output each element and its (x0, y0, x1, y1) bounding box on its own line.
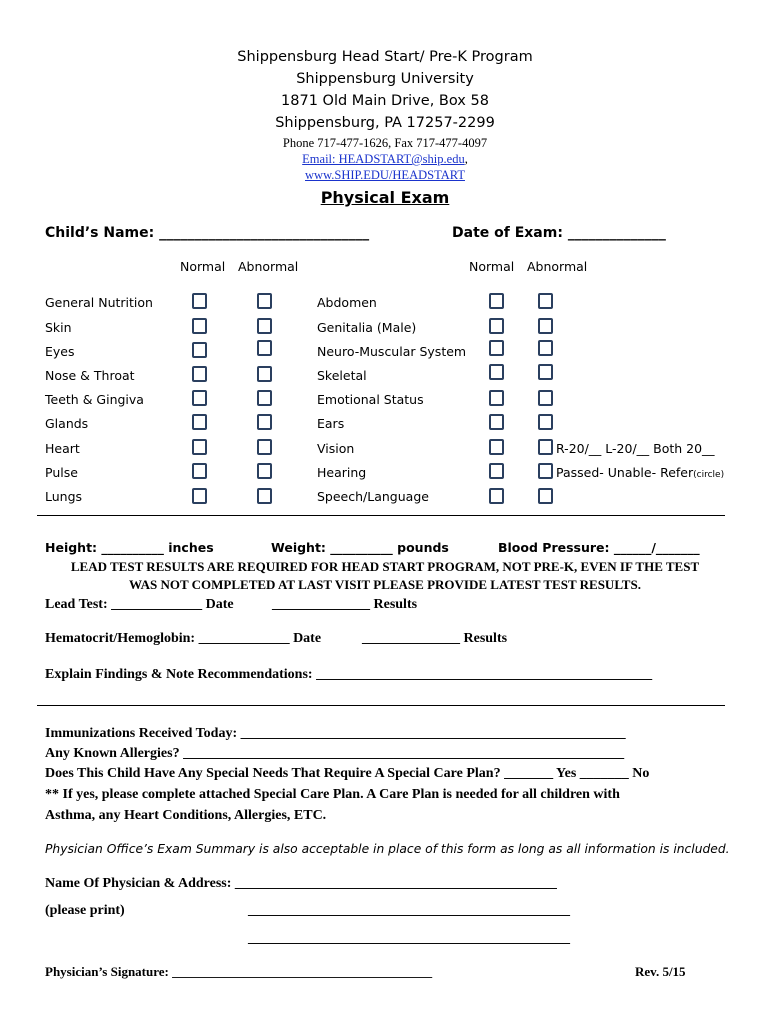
physician-name-field[interactable]: Name Of Physician & Address: ______________________________________________ (45, 876, 557, 891)
item-lungs: Lungs (45, 489, 83, 504)
checkbox-hearing-normal[interactable] (489, 463, 504, 479)
physician-address-line-2[interactable]: ______________________________________________ (248, 903, 570, 918)
item-emotional-status: Emotional Status (317, 392, 424, 407)
date-of-exam-field[interactable]: Date of Exam: ______________ (452, 225, 666, 241)
item-eyes: Eyes (45, 344, 75, 359)
weight-field[interactable]: Weight: __________ pounds (271, 540, 449, 555)
address-line-2: Shippensburg, PA 17257-2299 (275, 115, 495, 131)
checkbox-teeth-gingiva-abnormal[interactable] (257, 390, 272, 406)
item-nose-throat: Nose & Throat (45, 368, 135, 383)
item-pulse: Pulse (45, 465, 78, 480)
checkbox-genitalia-normal[interactable] (489, 318, 504, 334)
checkbox-skin-normal[interactable] (192, 318, 207, 334)
lead-test-field[interactable]: Lead Test: _____________ Date (45, 597, 234, 612)
form-title: Physical Exam (320, 188, 450, 207)
hematocrit-results-field[interactable]: ______________ Results (362, 631, 508, 646)
email-comma: , (464, 152, 468, 166)
right-normal-header: Normal (469, 259, 515, 274)
item-ears: Ears (317, 416, 345, 431)
hearing-options: Passed- Unable- Refer (556, 465, 694, 480)
checkbox-pulse-abnormal[interactable] (257, 463, 272, 479)
lead-notice-line-1: LEAD TEST RESULTS ARE REQUIRED FOR HEAD START PROGRAM, NOT PRE-K, EVEN IF THE TEST (70, 559, 700, 574)
checkbox-neuro-muscular-abnormal[interactable] (538, 340, 553, 356)
allergies-field[interactable]: Any Known Allergies? _______________________________________________________________ (45, 746, 625, 761)
item-skeletal: Skeletal (317, 368, 367, 383)
height-field[interactable]: Height: __________ inches (45, 540, 214, 555)
item-neuro-muscular: Neuro-Muscular System (317, 344, 467, 359)
right-abnormal-header: Abnormal (527, 259, 588, 274)
item-vision: Vision (317, 441, 355, 456)
checkbox-teeth-gingiva-normal[interactable] (192, 390, 207, 406)
program-name: Shippensburg Head Start/ Pre-K Program (237, 49, 533, 65)
website-link[interactable]: www.SHIP.EDU/HEADSTART (305, 168, 465, 182)
checkbox-ears-abnormal[interactable] (538, 414, 553, 430)
hematocrit-field[interactable]: Hematocrit/Hemoglobin: _____________ Date (45, 631, 322, 646)
item-general-nutrition: General Nutrition (45, 295, 153, 310)
revision-label: Rev. 5/15 (635, 964, 686, 979)
item-glands: Glands (45, 416, 89, 431)
checkbox-neuro-muscular-normal[interactable] (489, 340, 504, 356)
care-plan-note-1: ** If yes, please complete attached Special Care Plan. A Care Plan is needed for all children with (45, 787, 620, 802)
divider-2 (37, 705, 725, 706)
checkbox-nose-throat-abnormal[interactable] (257, 366, 272, 382)
divider-1 (37, 515, 725, 516)
checkbox-vision-normal[interactable] (489, 439, 504, 455)
email-line (0, 152, 770, 167)
item-heart: Heart (45, 441, 80, 456)
left-normal-header: Normal (180, 259, 226, 274)
checkbox-heart-abnormal[interactable] (257, 439, 272, 455)
item-abdomen: Abdomen (317, 295, 377, 310)
checkbox-glands-abnormal[interactable] (257, 414, 272, 430)
checkbox-abdomen-normal[interactable] (489, 293, 504, 309)
checkbox-lungs-abnormal[interactable] (257, 488, 272, 504)
checkbox-emotional-status-normal[interactable] (489, 390, 504, 406)
checkbox-hearing-abnormal[interactable] (538, 463, 553, 479)
email-link[interactable]: Email: HEADSTART@ship.edu (302, 152, 465, 166)
checkbox-skeletal-normal[interactable] (489, 364, 504, 380)
checkbox-abdomen-abnormal[interactable] (538, 293, 553, 309)
physician-signature-field[interactable]: Physician’s Signature: ________________________________________ (45, 964, 433, 979)
checkbox-genitalia-abnormal[interactable] (538, 318, 553, 334)
checkbox-speech-language-abnormal[interactable] (538, 488, 553, 504)
checkbox-lungs-normal[interactable] (192, 488, 207, 504)
checkbox-eyes-normal[interactable] (192, 342, 207, 358)
lead-results-field[interactable]: ______________ Results (272, 597, 418, 612)
university-name: Shippensburg University (296, 71, 474, 87)
checkbox-nose-throat-normal[interactable] (192, 366, 207, 382)
checkbox-general-nutrition-normal[interactable] (192, 293, 207, 309)
child-name-field[interactable]: Child’s Name: ______________________________ (45, 225, 370, 241)
checkbox-vision-abnormal[interactable] (538, 439, 553, 455)
item-hearing: Hearing (317, 465, 367, 480)
checkbox-emotional-status-abnormal[interactable] (538, 390, 553, 406)
physician-address-line-3[interactable]: ______________________________________________ (248, 931, 570, 946)
item-skin: Skin (45, 320, 72, 335)
left-abnormal-header: Abnormal (238, 259, 299, 274)
hearing-result-field[interactable] (556, 465, 724, 480)
immunizations-field[interactable]: Immunizations Received Today: _______________________________________________________ (45, 726, 626, 741)
please-print-label: (please print) (45, 903, 125, 918)
checkbox-ears-normal[interactable] (489, 414, 504, 430)
vision-acuity-field[interactable]: R-20/__ L-20/__ Both 20__ (556, 441, 715, 456)
findings-field[interactable]: Explain Findings & Note Recommendations: ________________________________________________ (45, 667, 653, 682)
checkbox-speech-language-normal[interactable] (489, 488, 504, 504)
care-plan-note-2: Asthma, any Heart Conditions, Allergies, ETC. (45, 808, 327, 823)
special-needs-field[interactable]: Does This Child Have Any Special Needs That Require A Special Care Plan? _______ Yes _______ No (45, 766, 650, 781)
address-line-1: 1871 Old Main Drive, Box 58 (281, 93, 489, 109)
checkbox-general-nutrition-abnormal[interactable] (257, 293, 272, 309)
blood-pressure-field[interactable]: Blood Pressure: ______/_______ (498, 540, 700, 555)
checkbox-skin-abnormal[interactable] (257, 318, 272, 334)
item-speech-language: Speech/Language (317, 489, 429, 504)
checkbox-pulse-normal[interactable] (192, 463, 207, 479)
checkbox-glands-normal[interactable] (192, 414, 207, 430)
item-teeth-gingiva: Teeth & Gingiva (45, 392, 144, 407)
checkbox-skeletal-abnormal[interactable] (538, 364, 553, 380)
item-genitalia: Genitalia (Male) (317, 320, 417, 335)
exam-summary-note: Physician Office’s Exam Summary is also acceptable in place of this form as long as all information is included. (45, 842, 730, 856)
lead-notice-line-2: WAS NOT COMPLETED AT LAST VISIT PLEASE PROVIDE LATEST TEST RESULTS. (129, 577, 641, 592)
checkbox-eyes-abnormal[interactable] (257, 340, 272, 356)
phone-fax: Phone 717-477-1626, Fax 717-477-4097 (282, 136, 488, 150)
hearing-circle-hint: (circle) (693, 470, 725, 480)
checkbox-heart-normal[interactable] (192, 439, 207, 455)
